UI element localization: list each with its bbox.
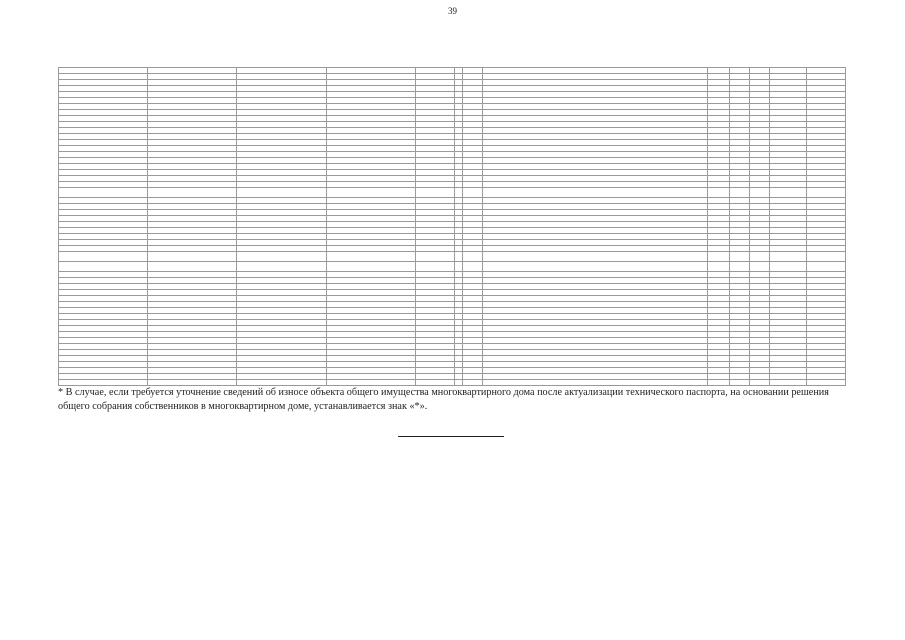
- table-cell-area: [707, 380, 730, 386]
- table-cell-area: [707, 188, 730, 198]
- table-row: [59, 188, 846, 198]
- table-cell-work-type: [482, 380, 707, 386]
- table-cell-flag: [455, 380, 463, 386]
- table-cell-cost-2: [807, 252, 846, 262]
- footnote-divider: [398, 436, 504, 437]
- table-cell-cost-1: [770, 188, 807, 198]
- table-cell-house: [415, 188, 454, 198]
- table-cell-flag: [455, 252, 463, 262]
- table-cell-cost-1: [770, 262, 807, 272]
- page-number: 39: [448, 6, 457, 16]
- table-cell-cost-2: [807, 262, 846, 272]
- table-cell-street: [326, 380, 415, 386]
- table-cell-flag: [455, 188, 463, 198]
- table-cell-start-year: [730, 252, 750, 262]
- table-cell-end-year: [750, 252, 770, 262]
- table-cell-work-type: [482, 262, 707, 272]
- table-cell-locality: [237, 380, 326, 386]
- table-cell-cost-2: [807, 188, 846, 198]
- table-cell-year: [463, 262, 482, 272]
- data-table: [58, 67, 846, 386]
- table-cell-house: [415, 252, 454, 262]
- table-row: [59, 380, 846, 386]
- table-cell-year: [463, 252, 482, 262]
- table-cell-end-year: [750, 380, 770, 386]
- table-cell-work-type: [482, 252, 707, 262]
- table-cell-start-year: [730, 262, 750, 272]
- table-cell-area: [707, 252, 730, 262]
- table-cell-district: [59, 262, 148, 272]
- table-cell-end-year: [750, 188, 770, 198]
- table-cell-street: [326, 262, 415, 272]
- table-cell-house: [415, 262, 454, 272]
- data-table-container: [58, 67, 846, 383]
- table-cell-house: [415, 380, 454, 386]
- table-cell-district: [59, 252, 148, 262]
- table-cell-cost-1: [770, 380, 807, 386]
- table-cell-flag: [455, 262, 463, 272]
- table-cell-settlement: [148, 380, 237, 386]
- table-cell-start-year: [730, 188, 750, 198]
- table-cell-locality: [237, 252, 326, 262]
- table-cell-end-year: [750, 262, 770, 272]
- table-cell-start-year: [730, 380, 750, 386]
- table-cell-work-type: [482, 188, 707, 198]
- table-cell-locality: [237, 262, 326, 272]
- table-cell-settlement: [148, 252, 237, 262]
- table-cell-year: [463, 380, 482, 386]
- table-row: [59, 252, 846, 262]
- table-cell-settlement: [148, 188, 237, 198]
- footnote: * В случае, если требуется уточнение сведений об износе объекта общего имущества многоквартирного дома после актуализации технического паспорта, на основании решения общего собрания собственников в многоквартирном доме, устанавливается знак «*».: [58, 387, 829, 412]
- table-cell-area: [707, 262, 730, 272]
- table-cell-cost-1: [770, 252, 807, 262]
- table-cell-year: [463, 188, 482, 198]
- table-cell-settlement: [148, 262, 237, 272]
- table-cell-district: [59, 380, 148, 386]
- table-row: [59, 262, 846, 272]
- table-cell-cost-2: [807, 380, 846, 386]
- table-cell-street: [326, 188, 415, 198]
- table-cell-street: [326, 252, 415, 262]
- table-cell-locality: [237, 188, 326, 198]
- table-cell-district: [59, 188, 148, 198]
